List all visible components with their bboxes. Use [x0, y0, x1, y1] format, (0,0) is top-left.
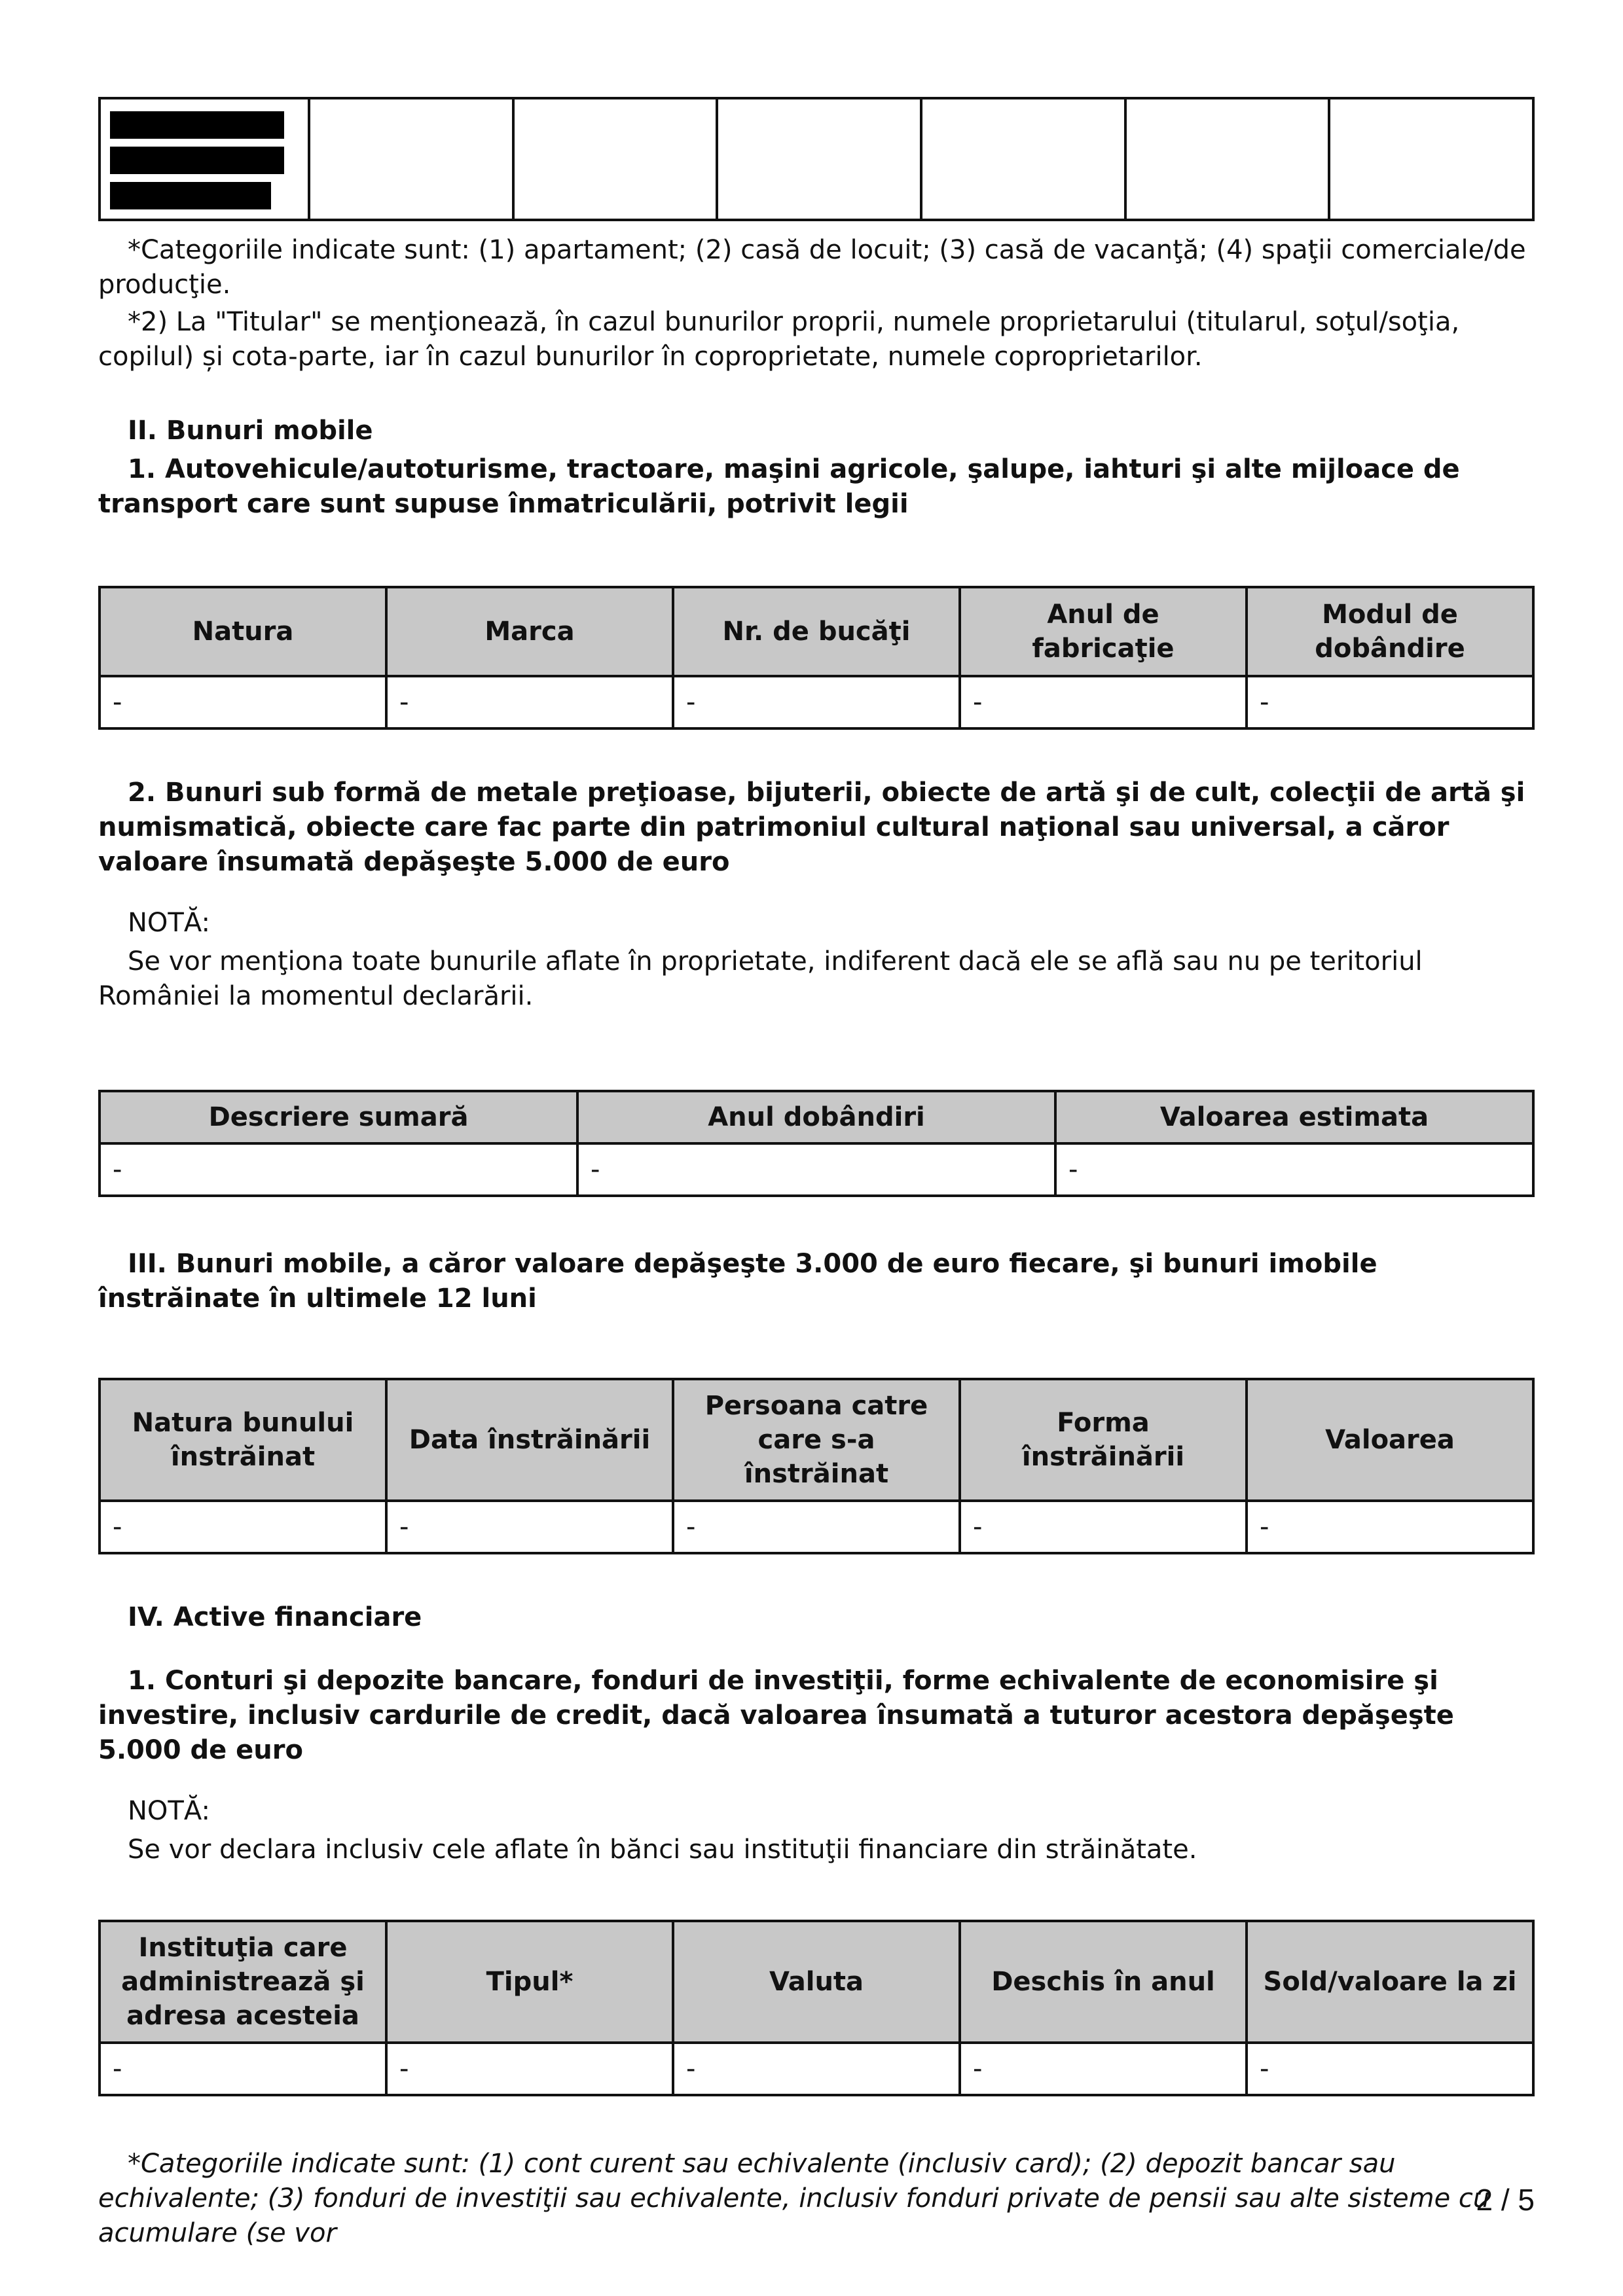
column-header: Tipul* [386, 1921, 673, 2043]
table-cell: - [577, 1143, 1055, 1196]
note-categories: *Categoriile indicate sunt: (1) apartament; (2) casă de locuit; (3) casă de vacanţă; (4) spaţii comerciale/de producţie. [98, 235, 1526, 300]
table-cell: - [960, 676, 1247, 728]
table-cell [1125, 98, 1330, 220]
table-cell [513, 98, 718, 220]
column-header: Anul dobândiri [577, 1091, 1055, 1143]
column-header: Deschis în anul [960, 1921, 1247, 2043]
column-header: Persoana catre care s-a înstrăinat [673, 1379, 960, 1501]
nota-text: Se vor declara inclusiv cele aflate în bănci sau instituţii financiare din străinătate. [128, 1835, 1197, 1865]
section-title: IV. Active financiare [128, 1602, 422, 1632]
redaction-bar [110, 182, 271, 209]
table-cell: - [960, 1501, 1247, 1553]
table-cell [717, 98, 921, 220]
column-header: Forma înstrăinării [960, 1379, 1247, 1501]
alienated-assets-table [98, 1378, 1535, 1554]
valuables-table [98, 1090, 1535, 1197]
column-header: Instituţia care administrează şi adresa acesteia [100, 1921, 386, 2043]
table-cell: - [386, 2043, 673, 2095]
table-cell: - [100, 1501, 386, 1553]
section-title: III. Bunuri mobile, a căror valoare depăşeşte 3.000 de euro fiecare, şi bunuri imobile înstrăinate în ultimele 12 luni [98, 1249, 1377, 1314]
column-header: Sold/valoare la zi [1247, 1921, 1533, 2043]
footnote: *Categoriile indicate sunt: (1) cont curent sau echivalente (inclusiv card); (2) depozit bancar sau echivalente; (3) fonduri de investiţii sau echivalente, inclusiv fonduri private de pensii sau alte sisteme cu acumulare (se vor [98, 2149, 1490, 2248]
column-header: Modul de dobândire [1247, 587, 1533, 676]
table-cell: - [386, 676, 673, 728]
table-cell: - [1247, 676, 1533, 728]
column-header: Valoarea [1247, 1379, 1533, 1501]
column-header: Valuta [673, 1921, 960, 2043]
nota-text: Se vor menţiona toate bunurile aflate în proprietate, indiferent dacă ele se află sau nu pe teritoriul României la momentul declarării. [98, 946, 1423, 1011]
page-number: 2 / 5 [1476, 2183, 1535, 2217]
section-subtitle: 1. Conturi şi depozite bancare, fonduri de investiţii, forme echivalente de economisire şi investire, inclusiv cardurile de credit, dacă valoarea însumată a tuturor acestora depăşeşte 5.000 de euro [98, 1666, 1454, 1765]
redaction-bar [110, 111, 284, 139]
section-title: II. Bunuri mobile [128, 416, 373, 446]
redacted-cell [100, 98, 309, 220]
nota-label: NOTĂ: [128, 908, 210, 938]
table-cell: - [673, 1501, 960, 1553]
vehicles-table [98, 586, 1535, 730]
column-header: Nr. de bucăţi [673, 587, 960, 676]
table-cell: - [960, 2043, 1247, 2095]
table-cell [309, 98, 513, 220]
table-cell: - [100, 2043, 386, 2095]
redaction-bar [110, 147, 284, 174]
column-header: Data înstrăinării [386, 1379, 673, 1501]
financial-accounts-table [98, 1920, 1535, 2096]
nota-label: NOTĂ: [128, 1796, 210, 1826]
section-subtitle: 2. Bunuri sub formă de metale preţioase, bijuterii, obiecte de artă şi de cult, colecţii de artă şi numismatică, obiecte care fac parte din patrimoniul cultural naţional sau universal, a căror valoare însumată depăşeşte 5.000 de euro [98, 778, 1525, 877]
table-cell: - [673, 2043, 960, 2095]
column-header: Natura bunului înstrăinat [100, 1379, 386, 1501]
table-cell: - [100, 676, 386, 728]
table-row [100, 676, 1533, 728]
table-cell [921, 98, 1125, 220]
table-cell [1329, 98, 1533, 220]
table-row [100, 1143, 1533, 1196]
note-titular: *2) La "Titular" se menţionează, în cazul bunurilor proprii, numele proprietarului (titularul, soţul/soţia, copilul) și cota-parte, iar în cazul bunurilor în coproprietate, numele coproprietarilor. [98, 307, 1460, 372]
top-table [98, 97, 1535, 221]
table-cell: - [1055, 1143, 1533, 1196]
column-header: Valoarea estimata [1055, 1091, 1533, 1143]
table-cell: - [673, 676, 960, 728]
table-cell: - [1247, 2043, 1533, 2095]
column-header: Anul de fabricaţie [960, 587, 1247, 676]
column-header: Descriere sumară [100, 1091, 577, 1143]
column-header: Marca [386, 587, 673, 676]
table-cell: - [1247, 1501, 1533, 1553]
column-header: Natura [100, 587, 386, 676]
table-cell: - [386, 1501, 673, 1553]
table-cell: - [100, 1143, 577, 1196]
table-row [100, 2043, 1533, 2095]
table-row [100, 1501, 1533, 1553]
section-subtitle: 1. Autovehicule/autoturisme, tractoare, maşini agricole, şalupe, iahturi şi alte mijloace de transport care sunt supuse înmatriculării, potrivit legii [98, 454, 1460, 519]
